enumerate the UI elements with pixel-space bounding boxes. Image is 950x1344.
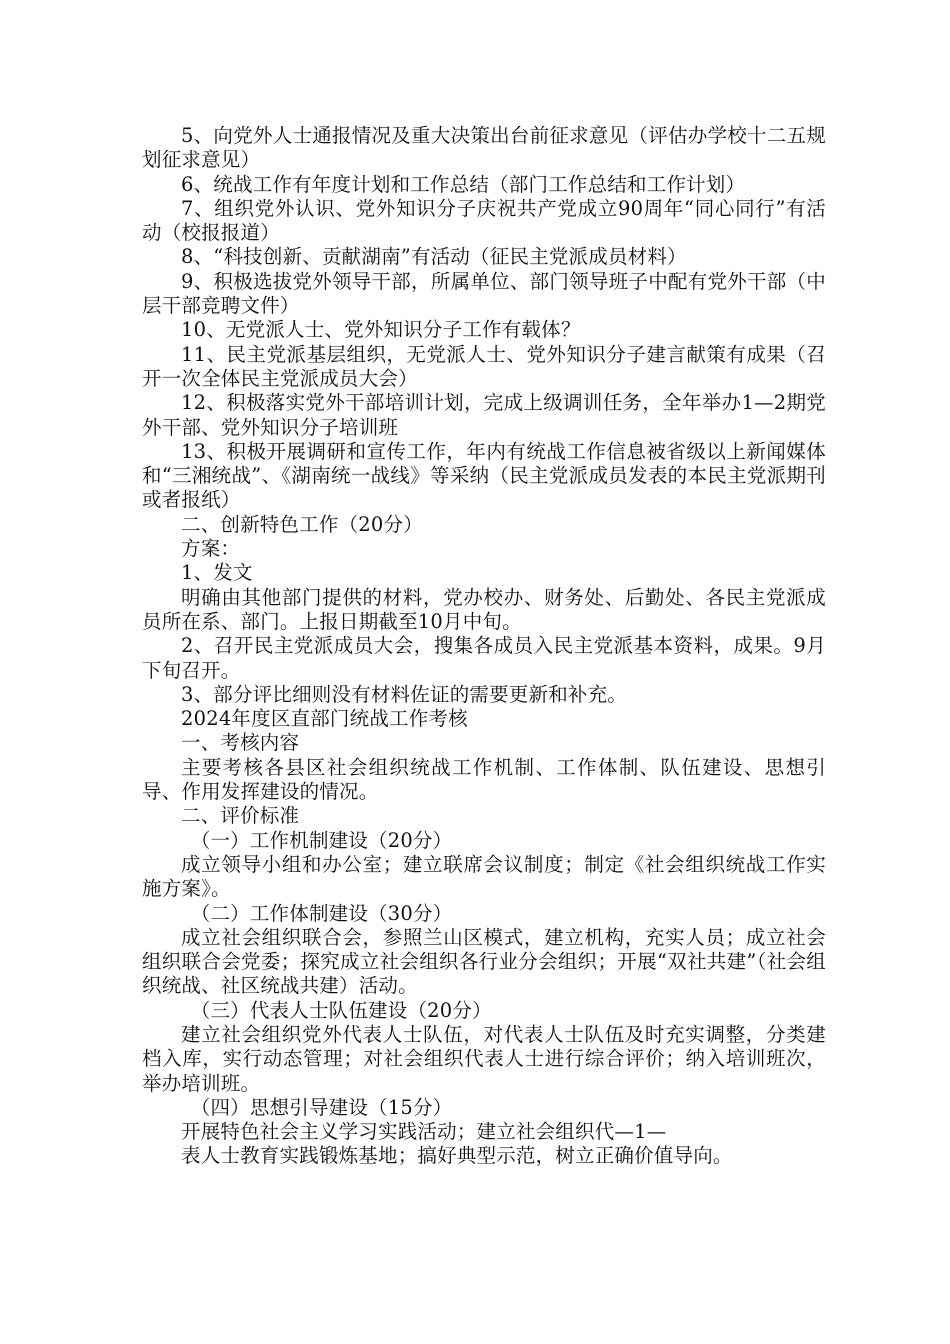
paragraph: 11、民主党派基层组织，无党派人士、党外知识分子建言献策有成果（召开一次全体民主党派成员大会） [142, 342, 826, 390]
paragraph: 建立社会组织党外代表人士队伍，对代表人士队伍及时充实调整，分类建档入库，实行动态管理；对社会组织代表人士进行综合评价；纳入培训班次，举办培训班。 [142, 1022, 826, 1095]
paragraph: 明确由其他部门提供的材料，党办校办、财务处、后勤处、各民主党派成员所在系、部门。上报日期截至10月中旬。 [142, 585, 826, 633]
paragraph: 方案： [181, 537, 241, 561]
paragraph: 成立社会组织联合会，参照兰山区模式，建立机构，充实人员；成立社会组织联合会党委；探究成立社会组织各行业分会组织；开展“双社共建”（社会组织统战、社区统战共建）活动。 [142, 925, 826, 998]
paragraph: 表人士教育实践锻炼基地；搞好典型示范，树立正确价值导向。 [181, 1144, 733, 1168]
paragraph: （二）工作体制建设（30分） [190, 901, 453, 925]
paragraph: 10、无党派人士、党外知识分子工作有载体？ [181, 318, 581, 342]
paragraph: 13、积极开展调研和宣传工作，年内有统战工作信息被省级以上新闻媒体和“三湘统战”、《湖南统一战线》等采纳（民主党派成员发表的本民主党派期刊或者报纸） [142, 439, 826, 512]
paragraph: 一、考核内容 [181, 731, 300, 755]
paragraph: 二、评价标准 [181, 804, 300, 828]
paragraph: 8、“科技创新、贡献湖南”有活动（征民主党派成员材料） [181, 245, 687, 269]
paragraph: 12、积极落实党外干部培训计划，完成上级调训任务，全年举办1—2期党外干部、党外知识分子培训班 [142, 391, 826, 439]
paragraph: 1、发文 [181, 561, 253, 585]
paragraph: 2、召开民主党派成员大会，搜集各成员入民主党派基本资料，成果。9月下旬召开。 [142, 634, 826, 682]
paragraph: 5、向党外人士通报情况及重大决策出台前征求意见（评估办学校十二五规划征求意见） [142, 124, 826, 172]
paragraph: 开展特色社会主义学习实践活动；建立社会组织代—1— [181, 1120, 667, 1144]
paragraph: 主要考核各县区社会组织统战工作机制、工作体制、队伍建设、思想引导、作用发挥建设的情况。 [142, 755, 826, 804]
paragraph: （四）思想引导建设（15分） [190, 1095, 453, 1119]
paragraph: 成立领导小组和办公室；建立联席会议制度；制定《社会组织统战工作实施方案》。 [142, 852, 826, 901]
paragraph: （三）代表人士队伍建设（20分） [190, 998, 492, 1022]
paragraph: 6、统战工作有年度计划和工作总结（部门工作总结和工作计划） [181, 172, 746, 196]
paragraph: 9、积极选拔党外领导干部，所属单位、部门领导班子中配有党外干部（中层干部竞聘文件） [142, 269, 826, 318]
paragraph: 7、组织党外认识、党外知识分子庆祝共产党成立90周年“同心同行”有活动（校报报道） [142, 196, 826, 245]
paragraph: 2024年度区直部门统战工作考核 [181, 707, 468, 731]
paragraph: 3、部分评比细则没有材料佐证的需要更新和补充。 [181, 682, 628, 706]
paragraph: （一）工作机制建设（20分） [190, 828, 453, 852]
document-body [142, 124, 826, 1169]
paragraph: 二、创新特色工作（20分） [181, 512, 423, 536]
